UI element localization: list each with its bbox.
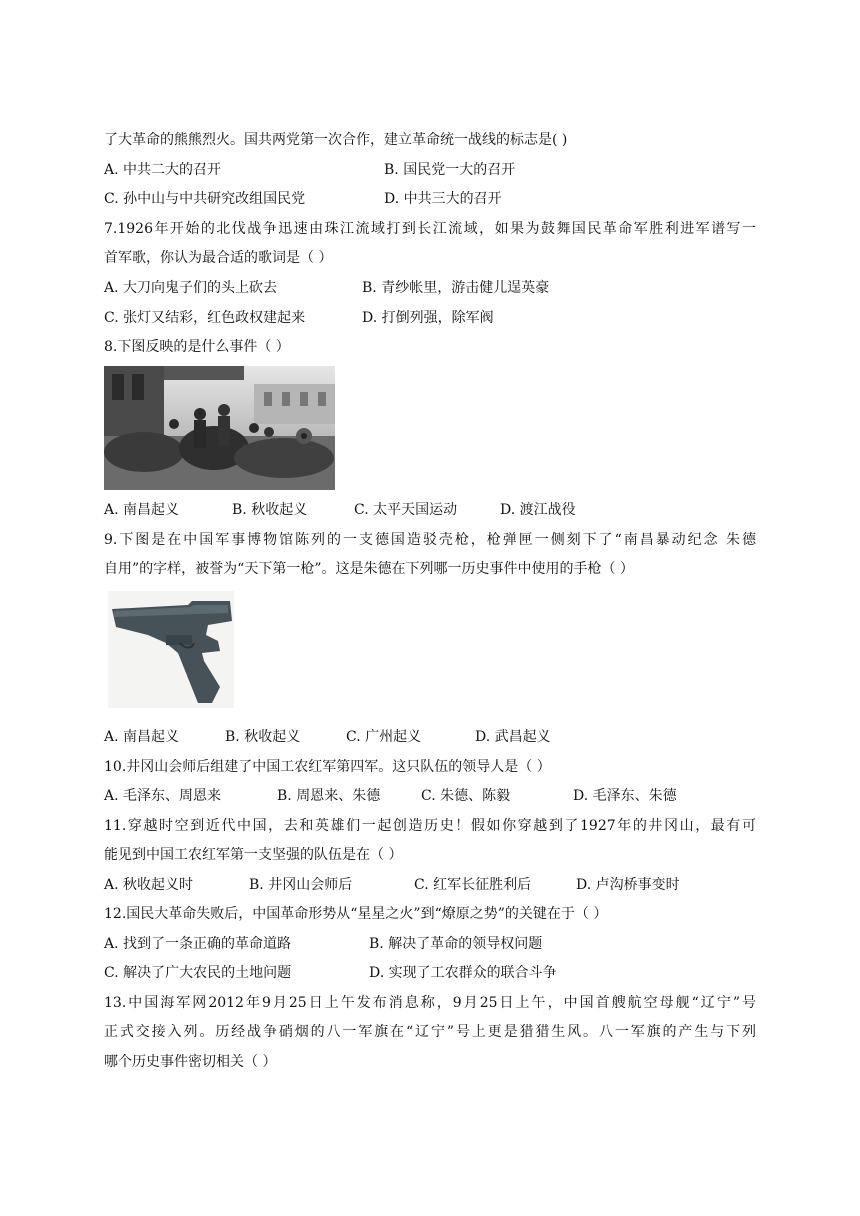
q11-option-c: C. 红军长征胜利后 (414, 877, 532, 893)
q6-option-a: A. 中共二大的召开 (104, 162, 222, 178)
q13-stem-line3: 哪个历史事件密切相关（ ） (104, 1054, 277, 1070)
q6-stem-tail: 了大革命的熊熊烈火。国共两党第一次合作，建立革命统一战线的标志是( ) (104, 132, 568, 148)
q10-option-a: A. 毛泽东、周恩来 (104, 788, 222, 804)
q7-option-a: A. 大刀向鬼子们的头上砍去 (104, 280, 278, 296)
q7-stem-line1: 7.1926年开始的北伐战争迅速由珠江流域打到长江流域，如果为鼓舞国民革命军胜利进军谱写一 (104, 221, 756, 237)
q7-option-d: D. 打倒列强，除军阀 (362, 310, 494, 326)
q11-option-a: A. 秋收起义时 (104, 877, 194, 893)
q10-option-d: D. 毛泽东、朱德 (573, 788, 677, 804)
q12-stem: 12.国民大革命失败后，中国革命形势从“星星之火”到“燎原之势”的关键在于（ ） (104, 906, 608, 922)
photo-illustration (104, 366, 335, 490)
historical-photo (104, 366, 335, 490)
q12-option-d: D. 实现了工农群众的联合斗争 (369, 965, 557, 981)
q8-option-d: D. 渡江战役 (500, 502, 576, 518)
q11-stem-line2: 能见到中国工农红军第一支坚强的队伍是在（ ） (104, 847, 403, 863)
q9-option-b: B. 秋收起义 (225, 729, 301, 745)
q10-option-b: B. 周恩来、朱德 (277, 788, 381, 804)
pistol-illustration (108, 591, 234, 708)
q8-option-c: C. 太平天国运动 (354, 502, 458, 518)
q7-option-b: B. 青纱帐里，游击健儿逞英豪 (362, 280, 550, 296)
q13-stem-line1: 13.中国海军网2012年9月25日上午发布消息称，9月25日上午，中国首艘航空母舰“辽宁”号 (104, 995, 756, 1011)
q12-option-a: A. 找到了一条正确的革命道路 (104, 936, 292, 952)
q10-option-c: C. 朱德、陈毅 (421, 788, 511, 804)
q10-stem: 10.井冈山会师后组建了中国工农红军第四军。这只队伍的领导人是（ ） (104, 759, 551, 775)
q11-option-b: B. 井冈山会师后 (249, 877, 353, 893)
q9-stem-line2: 自用”的字样，被誉为“天下第一枪”。这是朱德在下列哪一历史事件中使用的手枪（ ） (104, 561, 634, 577)
q9-option-d: D. 武昌起义 (475, 729, 551, 745)
q9-stem-line1: 9.下图是在中国军事博物馆陈列的一支德国造驳壳枪，枪弹匣一侧刻下了“南昌暴动纪念 朱德 (104, 532, 756, 548)
q6-option-c: C. 孙中山与中共研究改组国民党 (104, 191, 306, 207)
q8-option-a: A. 南昌起义 (104, 502, 180, 518)
q7-option-c: C. 张灯又结彩，红色政权建起来 (104, 310, 306, 326)
q8-option-b: B. 秋收起义 (232, 502, 308, 518)
q11-option-d: D. 卢沟桥事变时 (576, 877, 680, 893)
q6-option-d: D. 中共三大的召开 (384, 191, 502, 207)
q7-stem-line2: 首军歌，你认为最合适的歌词是（ ） (104, 250, 333, 266)
q9-option-c: C. 广州起义 (346, 729, 422, 745)
q12-option-b: B. 解决了革命的领导权问题 (369, 936, 543, 952)
q6-option-b: B. 国民党一大的召开 (384, 162, 516, 178)
q12-option-c: C. 解决了广大农民的土地问题 (104, 965, 292, 981)
q9-option-a: A. 南昌起义 (104, 729, 180, 745)
q8-stem: 8.下图反映的是什么事件（ ） (104, 339, 290, 355)
pistol-photo (108, 591, 234, 708)
q13-stem-line2: 正式交接入列。历经战争硝烟的八一军旗在“辽宁”号上更是猎猎生风。八一军旗的产生与下列 (104, 1024, 756, 1040)
q11-stem-line1: 11.穿越时空到近代中国，去和英雄们一起创造历史！假如你穿越到了1927年的井冈山，最有可 (104, 818, 756, 834)
